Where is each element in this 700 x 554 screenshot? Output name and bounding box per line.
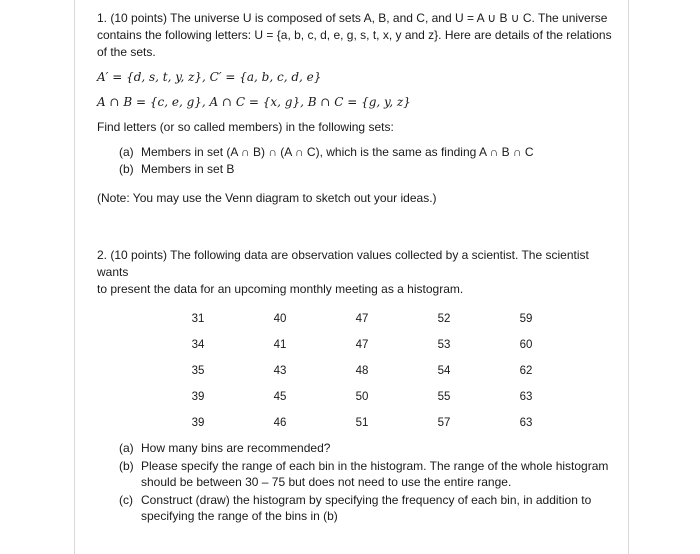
- table-cell: 47: [355, 339, 369, 351]
- q2-line2: to present the data for an upcoming monthly meeting as a histogram.: [97, 282, 464, 296]
- table-cell: 46: [273, 417, 287, 429]
- table-cell: 40: [273, 313, 287, 325]
- q1-equation-complements: A′ = {d, s, t, y, z}, C′ = {a, b, c, d, e}: [97, 70, 322, 84]
- table-cell: 43: [273, 365, 287, 377]
- q1-part-b: (b) Members in set B: [119, 162, 235, 176]
- table-cell: 45: [273, 391, 287, 403]
- table-cell: 41: [273, 339, 287, 351]
- table-cell: 50: [355, 391, 369, 403]
- table-cell: 59: [519, 313, 533, 325]
- table-cell: 39: [191, 391, 205, 403]
- q1-line1: 1. (10 points) The universe U is composed of sets A, B, and C, and U = A ∪ B ∪ C. The universe: [97, 11, 608, 25]
- table-cell: 47: [355, 313, 369, 325]
- table-cell: 34: [191, 339, 205, 351]
- table-cell: 60: [519, 339, 533, 351]
- table-cell: 63: [519, 391, 533, 403]
- table-cell: 52: [437, 313, 451, 325]
- q1-part-a: (a) Members in set (A ∩ B) ∩ (A ∩ C), which is the same as finding A ∩ B ∩ C: [119, 145, 534, 159]
- q1-line3: of the sets.: [97, 45, 156, 59]
- q2-line1: 2. (10 points) The following data are observation values collected by a scientist. The scientist wants: [97, 248, 589, 279]
- table-row: [157, 358, 567, 384]
- table-cell: 54: [437, 365, 451, 377]
- table-cell: 51: [355, 417, 369, 429]
- q2-part-c: (c) Construct (draw) the histogram by specifying the frequency of each bin, in addition to specifying the range of the bins in (b): [119, 493, 592, 523]
- table-cell: 63: [519, 417, 533, 429]
- page-border-left: [74, 0, 75, 554]
- table-cell: 55: [437, 391, 451, 403]
- q2-part-b: (b) Please specify the range of each bin in the histogram. The range of the whole histogram should be between 30 – 75 but does not need to use the entire range.: [119, 459, 609, 489]
- table-cell: 31: [191, 313, 205, 325]
- q2-part-a: (a) How many bins are recommended?: [119, 441, 331, 455]
- table-row: [157, 306, 567, 332]
- observation-data-table: [157, 306, 567, 436]
- q1-note: (Note: You may use the Venn diagram to sketch out your ideas.): [97, 191, 437, 205]
- q1-equation-intersections: A ∩ B = {c, e, g}, A ∩ C = {x, g}, B ∩ C = {g, y, z}: [97, 95, 411, 109]
- table-cell: 57: [437, 417, 451, 429]
- table-cell: 53: [437, 339, 451, 351]
- table-row: [157, 384, 567, 410]
- q1-find-prompt: Find letters (or so called members) in the following sets:: [97, 120, 394, 134]
- document-content: [97, 10, 617, 526]
- table-cell: 48: [355, 365, 369, 377]
- table-cell: 35: [191, 365, 205, 377]
- table-cell: 62: [519, 365, 533, 377]
- page-border-right: [628, 0, 629, 554]
- q1-line2: contains the following letters: U = {a, b, c, d, e, g, s, t, x, y and z}. Here are details of the relations: [97, 28, 612, 42]
- table-row: [157, 332, 567, 358]
- table-cell: 39: [191, 417, 205, 429]
- table-row: [157, 410, 567, 436]
